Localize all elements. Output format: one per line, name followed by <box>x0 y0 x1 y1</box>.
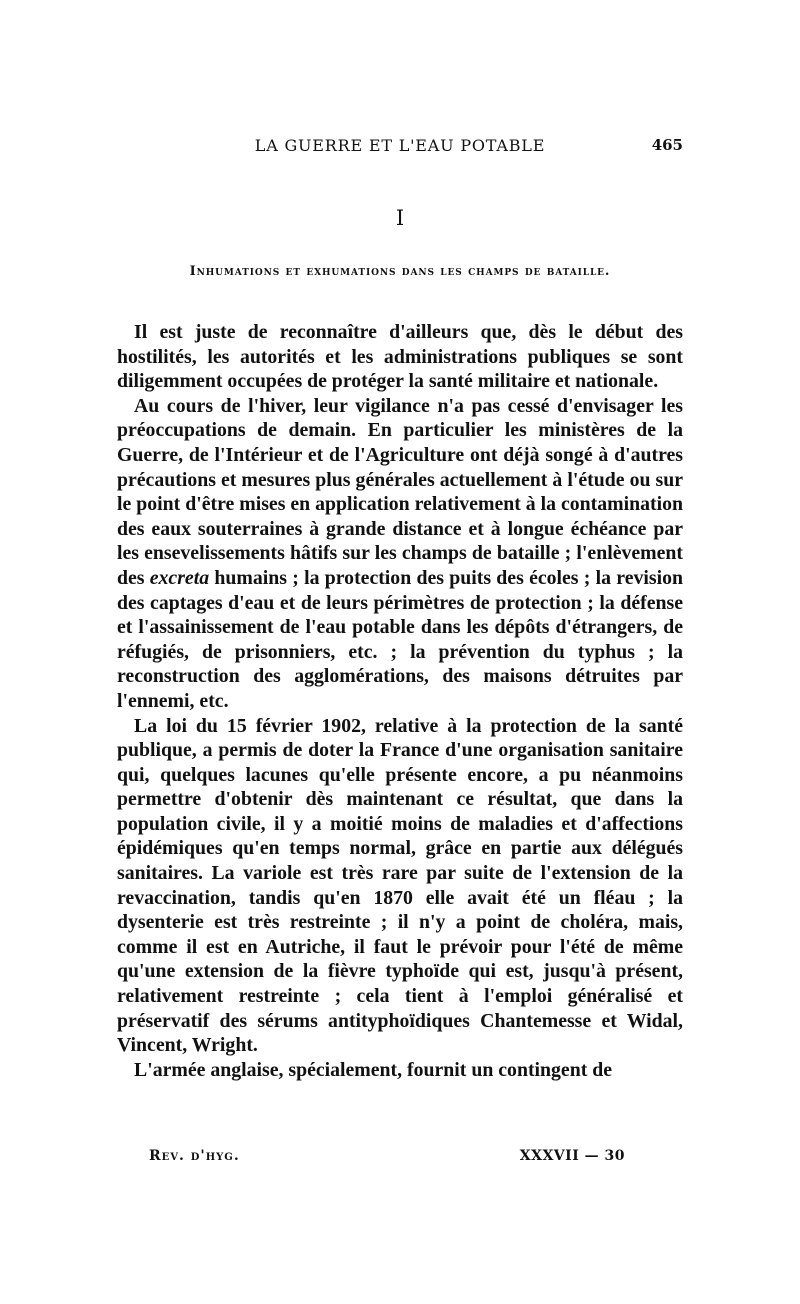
paragraph <box>117 1058 683 1083</box>
running-head <box>117 136 683 158</box>
text-run: humains ; la protection des puits des écoles ; la revision des captages d'eau et de leurs périmètres de protection ; la défense et l'assainissement de l'eau potable dans les dépôts d'étrangers, de réfugiés, de prisonniers, etc. ; la prévention du typhus ; la reconstruction des agglomérations, des maisons détruites par l'ennemi, etc. <box>117 566 683 712</box>
running-title: LA GUERRE ET L'EAU POTABLE <box>254 136 546 155</box>
text-run: Au cours de l'hiver, leur vigilance n'a pas cessé d'envisager les préoccupations de demain. En particulier les ministères de la Guerre, de l'Intérieur et de l'Agriculture ont déjà songé à d'autres précautions et mesures plus générales actuellement à l'étude ou sur le point d'être mises en application relativement à la contamination des eaux souterraines à grande distance et à longue échéance par les ensevelissements hâtifs sur les champs de bataille ; l'enlèvement des <box>117 394 683 589</box>
section-numeral: I <box>395 206 405 230</box>
italic-term: excreta <box>149 566 210 589</box>
paragraph <box>117 394 683 714</box>
signature-mark: XXXVII — 30 <box>519 1148 625 1164</box>
text-run: Il est juste de reconnaître d'ailleurs que, dès le début des hostilités, les autorités et les administrations publiques se sont diligemment occupées de protéger la santé militaire et nationale. <box>117 321 683 393</box>
paragraph <box>117 714 683 1058</box>
body-text <box>117 320 683 1082</box>
text-run: La loi du 15 février 1902, relative à la protection de la santé publique, a permis de doter la France d'une organisation sanitaire qui, quelques lacunes qu'elle présente encore, a pu néanmoins permettre d'obtenir dès maintenant ce résultat, que dans la population civile, il y a moitié moins de maladies et d'affections épidémiques qu'en temps normal, grâce en partie aux délégués sanitaires. La variole est très rare par suite de l'extension de la revaccination, tandis qu'en 1870 elle avait été un fléau ; la dysenterie est très restreinte ; il n'y a point de choléra, mais, comme il est en Autriche, il faut le prévoir pour l'été de même qu'une extension de la fièvre typhoïde qui est, jusqu'à présent, relativement restreinte ; cela tient à l'emploi généralisé et préservatif des sérums antityphoïdiques Chantemesse et Widal, Vincent, Wright. <box>117 714 683 1057</box>
paragraph <box>117 320 683 394</box>
page-number: 465 <box>651 136 683 154</box>
page-footer <box>117 1148 683 1170</box>
text-run: L'armée anglaise, spécialement, fournit un contingent de <box>134 1058 613 1081</box>
section-heading: Inhumations et exhumations dans les champs de bataille. <box>189 264 611 279</box>
journal-abbreviation: Rev. d'hyg. <box>149 1148 240 1164</box>
